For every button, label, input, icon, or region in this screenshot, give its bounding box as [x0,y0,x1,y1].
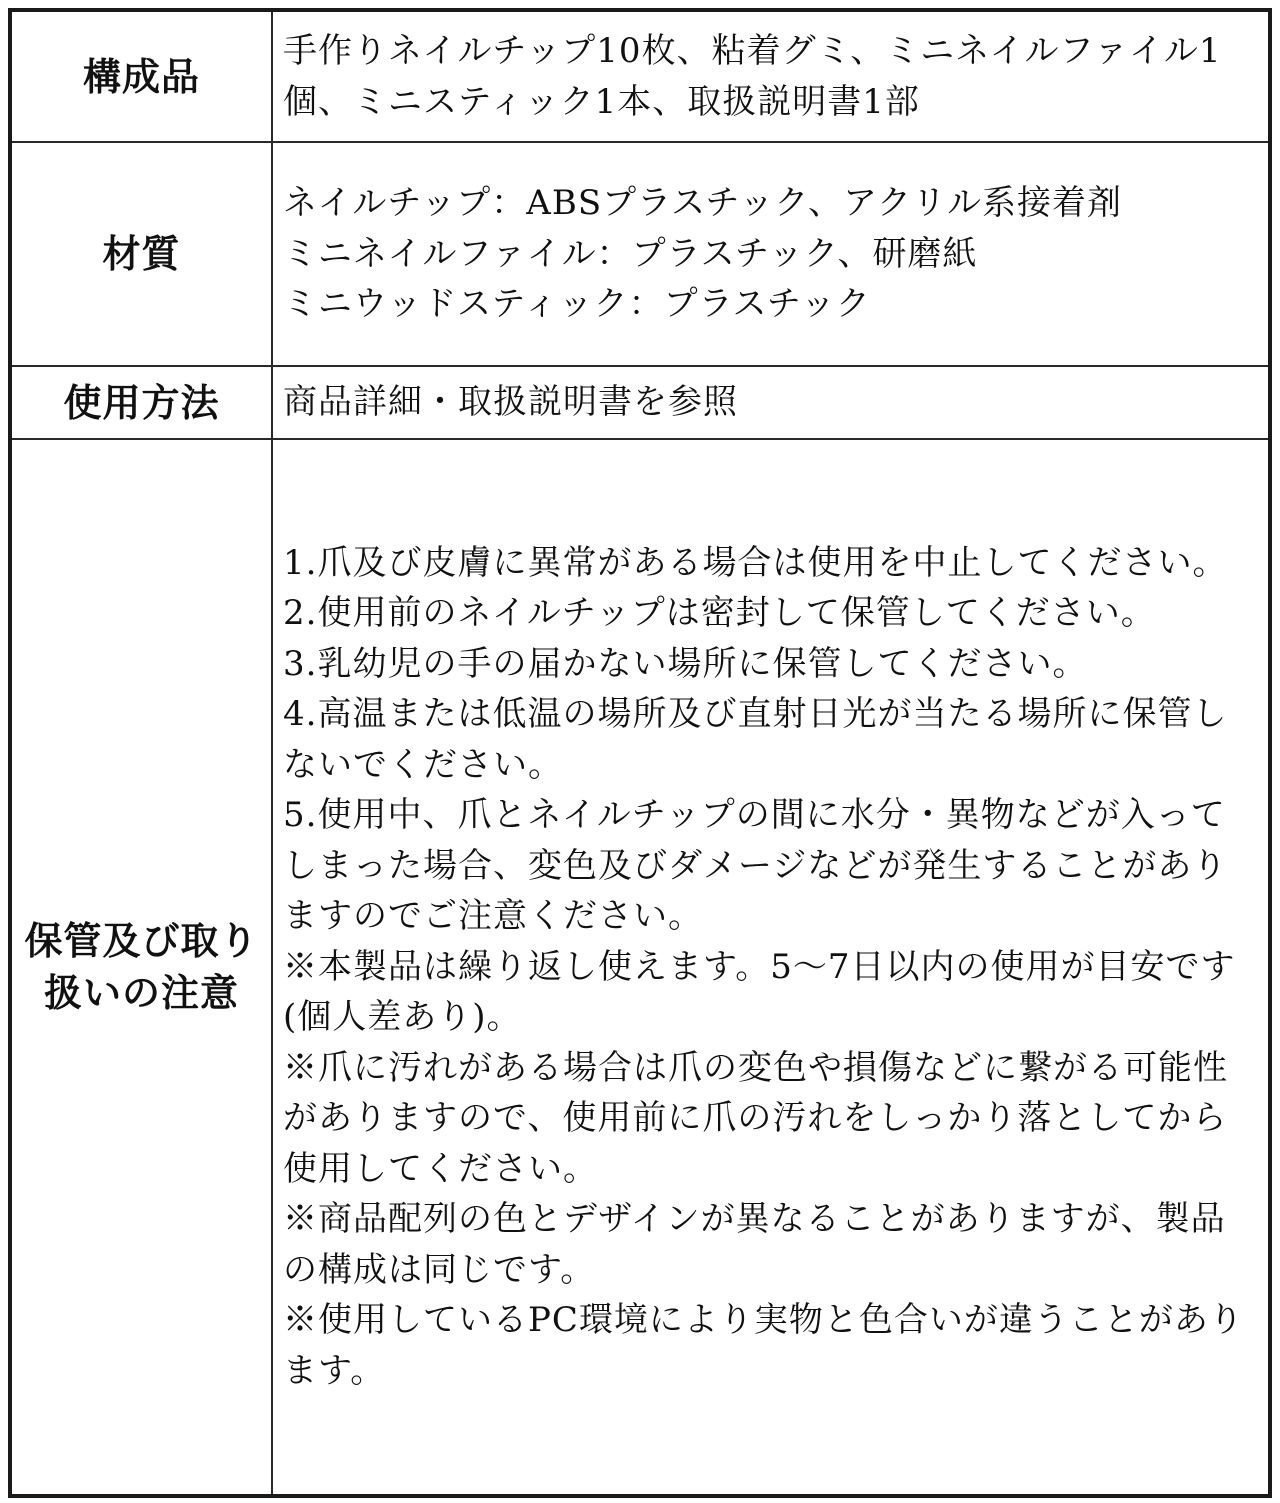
value-line: ※本製品は繰り返し使えます。5～7日以内の使用が目安です(個人差あり)。 [283,946,1236,1038]
row-value [272,439,1270,1496]
value-line: 1.爪及び皮膚に異常がある場合は使用を中止してください。 [283,542,1228,583]
value-line: 手作りネイルチップ10枚、粘着グミ、ミニネイルファイル1個、ミニスティック1本、取扱説明書1部 [283,31,1222,122]
value-line: ミニネイルファイル：プラスチック、研磨紙 [283,233,978,274]
row-label: 構成品 [10,10,272,142]
value-line: 5.使用中、爪とネイルチップの間に水分・異物などが入ってしまった場合、変色及びダメージなどが発生することがありますのでご注意ください。 [283,795,1228,937]
row-value [272,10,1270,142]
value-line: 3.乳幼児の手の届かない場所に保管してください。 [283,643,1088,684]
table-row-caution [10,439,1270,1496]
row-label: 材質 [10,142,272,366]
value-line: 商品詳細・取扱説明書を参照 [283,382,738,423]
value-line: ミニウッドスティック：プラスチック [283,284,871,325]
table-row-components [10,10,1270,142]
value-line: ※爪に汚れがある場合は爪の変色や損傷などに繋がる可能性がありますので、使用前に爪の汚れをしっかり落としてから使用してください。 [283,1047,1228,1189]
table-row-material [10,142,1270,366]
value-line: 4.高温または低温の場所及び直射日光が当たる場所に保管しないでください。 [283,694,1228,785]
row-label: 保管及び取り扱いの注意 [10,439,272,1496]
value-line: 2.使用前のネイルチップは密封して保管してください。 [283,593,1156,634]
row-value [272,366,1270,439]
value-line: ※使用しているPC環境により実物と色合いが違うことがあります。 [283,1300,1244,1391]
value-line: ネイルチップ：ABSプラスチック、アクリル系接着剤 [283,183,1123,224]
row-label: 使用方法 [10,366,272,439]
table-row-usage [10,366,1270,439]
value-line: ※商品配列の色とデザインが異なることがありますが、製品の構成は同じです。 [283,1199,1226,1290]
product-spec-table [8,8,1272,1498]
row-value [272,142,1270,366]
